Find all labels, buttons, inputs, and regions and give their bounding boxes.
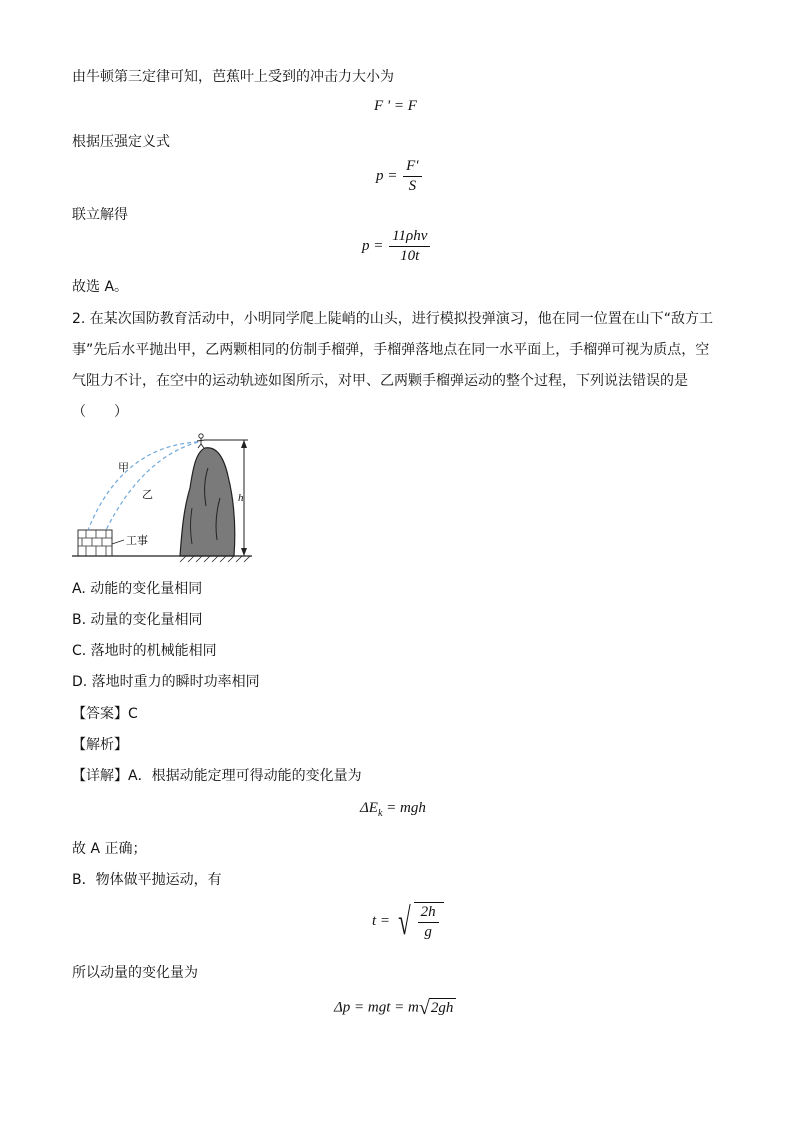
fraction-denominator: g (424, 924, 432, 941)
label-h: h (238, 492, 244, 504)
equation-pressure (376, 158, 424, 196)
text-line: 故 A 正确； (72, 841, 147, 857)
sqrt-radicand (414, 902, 444, 942)
label-yi: 乙 (142, 488, 153, 501)
eq-lhs: Δp = mgt = m (334, 999, 419, 1016)
equation-momentum (334, 998, 456, 1018)
answer-line (72, 703, 138, 723)
answer-value: C (128, 706, 138, 722)
question-text: 气阻力不计，在空中的运动轨迹如图所示，对甲、乙两颗手榴弹运动的整个过程，下列说法错误的是 (72, 373, 688, 389)
eq-lhs: p = (376, 168, 398, 185)
option-a: A. 动能的变化量相同 (72, 581, 203, 597)
option-d: D. 落地时重力的瞬时功率相同 (72, 674, 260, 690)
sqrt-radicand: 2gh (429, 998, 457, 1017)
sqrt-sign: √ (397, 900, 411, 943)
fraction (403, 158, 421, 196)
question-text: 事”先后水平抛出甲，乙两颗相同的仿制手榴弹，手榴弹落地点在同一水平面上，手榴弹可视为质点，空 (72, 342, 710, 358)
text-line: 联立解得 (72, 207, 128, 223)
eq-rhs: = mgh (382, 800, 426, 816)
fraction (389, 228, 430, 266)
text-line: 所以动量的变化量为 (72, 965, 198, 981)
analysis-tag: 【解析】 (72, 737, 128, 753)
fraction-denominator: 10t (400, 248, 420, 265)
person-icon (197, 434, 205, 448)
question-paren: （ ） (72, 404, 128, 420)
label-gongshi: 工事 (126, 534, 148, 547)
option-b: B. 动量的变化量相同 (72, 612, 203, 628)
text-line: 根据压强定义式 (72, 134, 170, 150)
fraction-numerator: 11ρhv (389, 228, 430, 247)
equation-time (372, 902, 444, 942)
question-text: 2. 在某次国防教育活动中，小明同学爬上陡峭的山头，进行模拟投弹演习，他在同一位置在山下“敌方工 (72, 311, 714, 327)
detail-text: 【详解】A．根据动能定理可得动能的变化量为 (72, 768, 362, 784)
cliff-rock (180, 448, 235, 556)
label-jia: 甲 (118, 461, 129, 474)
sqrt (419, 998, 456, 1018)
equation-result (362, 228, 432, 266)
trajectory-jia (88, 442, 198, 530)
fraction-denominator: S (408, 178, 417, 195)
eq-lhs: p = (362, 238, 384, 255)
eq-lhs: t = (372, 913, 391, 930)
option-c: C. 落地时的机械能相同 (72, 643, 217, 659)
fraction-numerator: F′ (403, 158, 421, 177)
text-line: 故选 A。 (72, 279, 129, 295)
sqrt-sign: √ (418, 997, 430, 1019)
sqrt (394, 902, 444, 942)
equation-kinetic (360, 800, 426, 819)
fraction-numerator: 2h (418, 904, 439, 923)
text-line: B．物体做平抛运动，有 (72, 872, 222, 888)
eq-lhs: ΔE (360, 800, 378, 816)
equation-force: F ' = F (374, 98, 417, 114)
bunker-icon (78, 530, 112, 556)
text-line: 由牛顿第三定律可知，芭蕉叶上受到的冲击力大小为 (72, 69, 394, 85)
trajectory-figure (72, 428, 252, 564)
eq-subscript: k (377, 808, 383, 819)
fraction (418, 904, 439, 942)
answer-tag: 【答案】 (72, 706, 128, 722)
